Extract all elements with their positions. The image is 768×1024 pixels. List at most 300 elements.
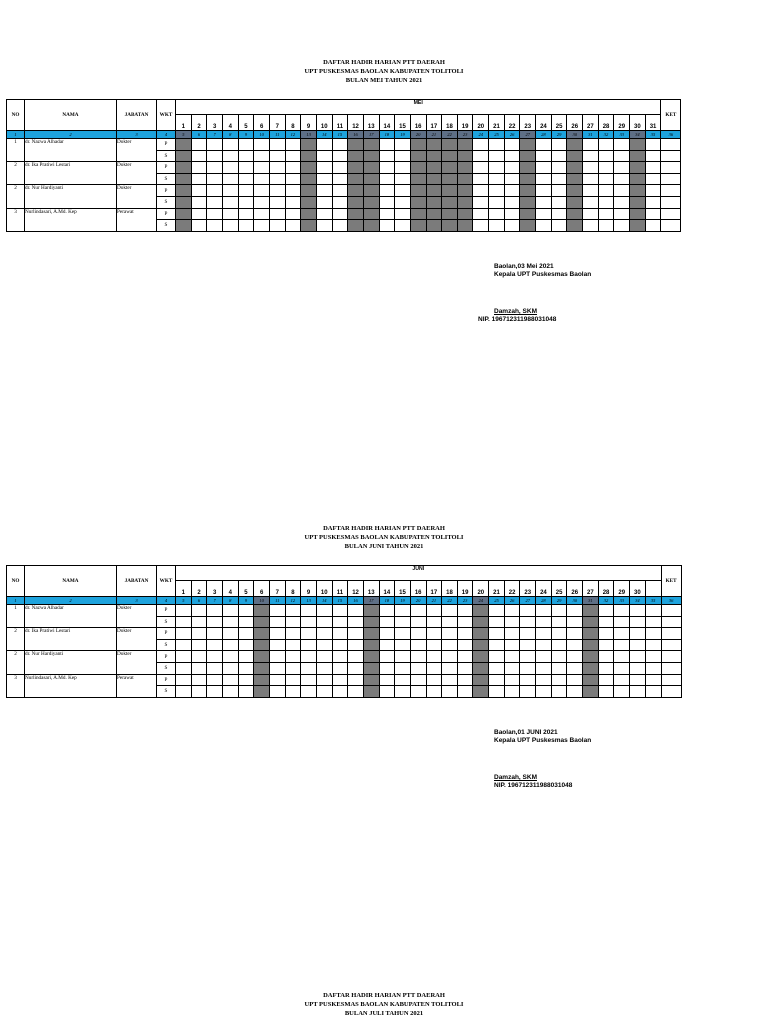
attendance-cell[interactable] [191, 628, 207, 640]
attendance-cell[interactable] [363, 173, 379, 185]
attendance-cell[interactable] [316, 639, 332, 651]
attendance-cell[interactable] [630, 150, 646, 162]
attendance-cell[interactable] [426, 162, 442, 174]
attendance-cell[interactable] [363, 162, 379, 174]
attendance-cell[interactable] [473, 173, 489, 185]
attendance-cell[interactable] [598, 220, 614, 232]
attendance-cell[interactable] [614, 208, 630, 220]
attendance-cell[interactable] [379, 674, 395, 686]
attendance-cell[interactable] [583, 686, 599, 698]
attendance-cell[interactable] [332, 150, 348, 162]
attendance-cell[interactable] [238, 185, 254, 197]
attendance-cell[interactable] [379, 220, 395, 232]
attendance-cell[interactable] [645, 162, 661, 174]
attendance-cell[interactable] [269, 185, 285, 197]
attendance-cell[interactable] [222, 150, 238, 162]
attendance-cell[interactable] [520, 639, 536, 651]
attendance-cell[interactable] [254, 605, 270, 617]
attendance-cell[interactable] [285, 196, 301, 208]
attendance-cell[interactable] [207, 628, 223, 640]
attendance-cell[interactable] [457, 674, 473, 686]
attendance-cell[interactable] [567, 662, 583, 674]
attendance-cell[interactable] [630, 686, 646, 698]
attendance-cell[interactable] [363, 639, 379, 651]
attendance-cell[interactable] [410, 674, 426, 686]
attendance-cell[interactable] [222, 208, 238, 220]
attendance-cell[interactable] [614, 674, 630, 686]
attendance-cell[interactable] [395, 605, 411, 617]
attendance-cell[interactable] [457, 173, 473, 185]
attendance-cell[interactable] [520, 662, 536, 674]
attendance-cell[interactable] [207, 605, 223, 617]
attendance-cell[interactable] [285, 220, 301, 232]
attendance-cell[interactable] [614, 196, 630, 208]
attendance-cell[interactable] [536, 628, 552, 640]
attendance-cell[interactable] [567, 220, 583, 232]
attendance-cell[interactable] [426, 616, 442, 628]
attendance-cell[interactable] [442, 605, 458, 617]
attendance-cell[interactable] [598, 651, 614, 663]
attendance-cell[interactable] [285, 674, 301, 686]
attendance-cell[interactable] [207, 220, 223, 232]
attendance-cell[interactable] [645, 185, 661, 197]
attendance-cell[interactable] [176, 616, 192, 628]
attendance-cell[interactable] [207, 139, 223, 151]
attendance-cell[interactable] [473, 674, 489, 686]
attendance-cell[interactable] [238, 639, 254, 651]
ket-cell[interactable] [661, 651, 681, 663]
attendance-cell[interactable] [457, 616, 473, 628]
attendance-cell[interactable] [269, 651, 285, 663]
attendance-cell[interactable] [504, 662, 520, 674]
attendance-cell[interactable] [238, 208, 254, 220]
attendance-cell[interactable] [457, 208, 473, 220]
attendance-cell[interactable] [520, 162, 536, 174]
attendance-cell[interactable] [489, 651, 505, 663]
attendance-cell[interactable] [504, 605, 520, 617]
attendance-cell[interactable] [379, 185, 395, 197]
attendance-cell[interactable] [583, 208, 599, 220]
attendance-cell[interactable] [489, 628, 505, 640]
attendance-cell[interactable] [567, 150, 583, 162]
attendance-cell[interactable] [614, 185, 630, 197]
attendance-cell[interactable] [457, 686, 473, 698]
attendance-cell[interactable] [489, 208, 505, 220]
attendance-cell[interactable] [176, 651, 192, 663]
attendance-cell[interactable] [645, 651, 661, 663]
attendance-cell[interactable] [583, 220, 599, 232]
attendance-cell[interactable] [222, 686, 238, 698]
attendance-cell[interactable] [536, 686, 552, 698]
attendance-cell[interactable] [379, 605, 395, 617]
attendance-cell[interactable] [598, 208, 614, 220]
attendance-cell[interactable] [222, 616, 238, 628]
attendance-cell[interactable] [630, 628, 646, 640]
attendance-cell[interactable] [551, 662, 567, 674]
attendance-cell[interactable] [473, 628, 489, 640]
attendance-cell[interactable] [285, 150, 301, 162]
attendance-cell[interactable] [504, 651, 520, 663]
attendance-cell[interactable] [332, 651, 348, 663]
attendance-cell[interactable] [457, 196, 473, 208]
attendance-cell[interactable] [395, 651, 411, 663]
attendance-cell[interactable] [301, 150, 317, 162]
attendance-cell[interactable] [645, 173, 661, 185]
attendance-cell[interactable] [348, 628, 364, 640]
attendance-cell[interactable] [176, 173, 192, 185]
attendance-cell[interactable] [191, 662, 207, 674]
attendance-cell[interactable] [645, 220, 661, 232]
ket-cell[interactable] [661, 686, 681, 698]
attendance-cell[interactable] [457, 628, 473, 640]
attendance-cell[interactable] [426, 628, 442, 640]
attendance-cell[interactable] [473, 616, 489, 628]
attendance-cell[interactable] [520, 139, 536, 151]
ket-cell[interactable] [661, 662, 681, 674]
attendance-cell[interactable] [598, 173, 614, 185]
attendance-cell[interactable] [363, 185, 379, 197]
attendance-cell[interactable] [379, 628, 395, 640]
attendance-cell[interactable] [238, 139, 254, 151]
attendance-cell[interactable] [207, 208, 223, 220]
attendance-cell[interactable] [489, 173, 505, 185]
attendance-cell[interactable] [379, 651, 395, 663]
attendance-cell[interactable] [489, 662, 505, 674]
ket-cell[interactable] [661, 220, 681, 232]
attendance-cell[interactable] [645, 139, 661, 151]
attendance-cell[interactable] [207, 162, 223, 174]
attendance-cell[interactable] [520, 173, 536, 185]
ket-cell[interactable] [661, 674, 681, 686]
attendance-cell[interactable] [614, 605, 630, 617]
attendance-cell[interactable] [379, 173, 395, 185]
attendance-cell[interactable] [363, 616, 379, 628]
attendance-cell[interactable] [176, 162, 192, 174]
attendance-cell[interactable] [269, 639, 285, 651]
attendance-cell[interactable] [426, 662, 442, 674]
attendance-cell[interactable] [269, 605, 285, 617]
attendance-cell[interactable] [551, 196, 567, 208]
attendance-cell[interactable] [489, 150, 505, 162]
attendance-cell[interactable] [457, 639, 473, 651]
attendance-cell[interactable] [269, 628, 285, 640]
attendance-cell[interactable] [363, 139, 379, 151]
attendance-cell[interactable] [348, 686, 364, 698]
attendance-cell[interactable] [567, 628, 583, 640]
attendance-cell[interactable] [269, 139, 285, 151]
attendance-cell[interactable] [254, 196, 270, 208]
attendance-cell[interactable] [348, 150, 364, 162]
attendance-cell[interactable] [176, 208, 192, 220]
attendance-cell[interactable] [614, 173, 630, 185]
attendance-cell[interactable] [332, 208, 348, 220]
attendance-cell[interactable] [316, 651, 332, 663]
attendance-cell[interactable] [473, 196, 489, 208]
attendance-cell[interactable] [598, 139, 614, 151]
attendance-cell[interactable] [410, 196, 426, 208]
ket-cell[interactable] [661, 639, 681, 651]
attendance-cell[interactable] [207, 662, 223, 674]
attendance-cell[interactable] [301, 208, 317, 220]
attendance-cell[interactable] [630, 208, 646, 220]
attendance-cell[interactable] [379, 139, 395, 151]
attendance-cell[interactable] [222, 651, 238, 663]
attendance-cell[interactable] [520, 674, 536, 686]
attendance-cell[interactable] [269, 220, 285, 232]
attendance-cell[interactable] [504, 185, 520, 197]
attendance-cell[interactable] [536, 208, 552, 220]
attendance-cell[interactable] [348, 162, 364, 174]
attendance-cell[interactable] [363, 605, 379, 617]
attendance-cell[interactable] [536, 616, 552, 628]
attendance-cell[interactable] [630, 639, 646, 651]
attendance-cell[interactable] [316, 674, 332, 686]
attendance-cell[interactable] [536, 162, 552, 174]
attendance-cell[interactable] [191, 639, 207, 651]
attendance-cell[interactable] [254, 208, 270, 220]
attendance-cell[interactable] [395, 628, 411, 640]
attendance-cell[interactable] [598, 605, 614, 617]
attendance-cell[interactable] [332, 139, 348, 151]
attendance-cell[interactable] [285, 686, 301, 698]
attendance-cell[interactable] [254, 173, 270, 185]
attendance-cell[interactable] [176, 139, 192, 151]
attendance-cell[interactable] [410, 162, 426, 174]
attendance-cell[interactable] [473, 651, 489, 663]
attendance-cell[interactable] [598, 674, 614, 686]
attendance-cell[interactable] [301, 173, 317, 185]
attendance-cell[interactable] [222, 196, 238, 208]
attendance-cell[interactable] [301, 651, 317, 663]
attendance-cell[interactable] [614, 220, 630, 232]
ket-cell[interactable] [661, 208, 681, 220]
attendance-cell[interactable] [645, 208, 661, 220]
attendance-cell[interactable] [583, 185, 599, 197]
attendance-cell[interactable] [442, 150, 458, 162]
attendance-cell[interactable] [238, 220, 254, 232]
attendance-cell[interactable] [332, 220, 348, 232]
attendance-cell[interactable] [301, 686, 317, 698]
attendance-cell[interactable] [316, 196, 332, 208]
attendance-cell[interactable] [473, 662, 489, 674]
attendance-cell[interactable] [598, 616, 614, 628]
attendance-cell[interactable] [520, 686, 536, 698]
attendance-cell[interactable] [504, 139, 520, 151]
attendance-cell[interactable] [332, 605, 348, 617]
attendance-cell[interactable] [426, 605, 442, 617]
attendance-cell[interactable] [238, 662, 254, 674]
attendance-cell[interactable] [395, 616, 411, 628]
attendance-cell[interactable] [426, 196, 442, 208]
attendance-cell[interactable] [520, 196, 536, 208]
attendance-cell[interactable] [645, 674, 661, 686]
attendance-cell[interactable] [645, 605, 661, 617]
attendance-cell[interactable] [332, 185, 348, 197]
attendance-cell[interactable] [176, 185, 192, 197]
attendance-cell[interactable] [410, 616, 426, 628]
attendance-cell[interactable] [489, 220, 505, 232]
attendance-cell[interactable] [332, 162, 348, 174]
attendance-cell[interactable] [348, 220, 364, 232]
attendance-cell[interactable] [254, 185, 270, 197]
attendance-cell[interactable] [504, 674, 520, 686]
attendance-cell[interactable] [583, 139, 599, 151]
attendance-cell[interactable] [207, 185, 223, 197]
attendance-cell[interactable] [191, 605, 207, 617]
attendance-cell[interactable] [504, 686, 520, 698]
attendance-cell[interactable] [551, 651, 567, 663]
ket-cell[interactable] [661, 162, 681, 174]
attendance-cell[interactable] [410, 208, 426, 220]
attendance-cell[interactable] [222, 662, 238, 674]
attendance-cell[interactable] [238, 605, 254, 617]
attendance-cell[interactable] [457, 662, 473, 674]
attendance-cell[interactable] [457, 651, 473, 663]
attendance-cell[interactable] [207, 150, 223, 162]
attendance-cell[interactable] [316, 616, 332, 628]
attendance-cell[interactable] [410, 651, 426, 663]
attendance-cell[interactable] [426, 185, 442, 197]
attendance-cell[interactable] [504, 173, 520, 185]
ket-cell[interactable] [661, 605, 681, 617]
attendance-cell[interactable] [395, 185, 411, 197]
attendance-cell[interactable] [238, 196, 254, 208]
attendance-cell[interactable] [379, 196, 395, 208]
attendance-cell[interactable] [598, 162, 614, 174]
attendance-cell[interactable] [379, 208, 395, 220]
attendance-cell[interactable] [551, 616, 567, 628]
attendance-cell[interactable] [504, 628, 520, 640]
attendance-cell[interactable] [222, 185, 238, 197]
attendance-cell[interactable] [285, 173, 301, 185]
attendance-cell[interactable] [301, 162, 317, 174]
attendance-cell[interactable] [191, 674, 207, 686]
attendance-cell[interactable] [191, 208, 207, 220]
attendance-cell[interactable] [489, 196, 505, 208]
attendance-cell[interactable] [473, 185, 489, 197]
attendance-cell[interactable] [630, 185, 646, 197]
attendance-cell[interactable] [395, 674, 411, 686]
attendance-cell[interactable] [301, 185, 317, 197]
attendance-cell[interactable] [536, 651, 552, 663]
attendance-cell[interactable] [504, 196, 520, 208]
attendance-cell[interactable] [395, 220, 411, 232]
attendance-cell[interactable] [410, 139, 426, 151]
attendance-cell[interactable] [614, 150, 630, 162]
attendance-cell[interactable] [191, 686, 207, 698]
attendance-cell[interactable] [176, 150, 192, 162]
attendance-cell[interactable] [332, 628, 348, 640]
attendance-cell[interactable] [567, 605, 583, 617]
attendance-cell[interactable] [254, 662, 270, 674]
attendance-cell[interactable] [520, 628, 536, 640]
attendance-cell[interactable] [426, 651, 442, 663]
attendance-cell[interactable] [332, 616, 348, 628]
attendance-cell[interactable] [520, 220, 536, 232]
attendance-cell[interactable] [316, 662, 332, 674]
attendance-cell[interactable] [285, 662, 301, 674]
attendance-cell[interactable] [536, 662, 552, 674]
attendance-cell[interactable] [442, 651, 458, 663]
ket-cell[interactable] [661, 628, 681, 640]
attendance-cell[interactable] [410, 639, 426, 651]
attendance-cell[interactable] [536, 605, 552, 617]
attendance-cell[interactable] [348, 605, 364, 617]
attendance-cell[interactable] [583, 628, 599, 640]
attendance-cell[interactable] [598, 150, 614, 162]
attendance-cell[interactable] [614, 139, 630, 151]
attendance-cell[interactable] [457, 162, 473, 174]
attendance-cell[interactable] [473, 686, 489, 698]
attendance-cell[interactable] [457, 150, 473, 162]
attendance-cell[interactable] [567, 185, 583, 197]
attendance-cell[interactable] [536, 196, 552, 208]
attendance-cell[interactable] [410, 220, 426, 232]
attendance-cell[interactable] [442, 139, 458, 151]
attendance-cell[interactable] [176, 686, 192, 698]
attendance-cell[interactable] [301, 662, 317, 674]
attendance-cell[interactable] [410, 662, 426, 674]
attendance-cell[interactable] [363, 662, 379, 674]
attendance-cell[interactable] [207, 686, 223, 698]
attendance-cell[interactable] [332, 686, 348, 698]
attendance-cell[interactable] [473, 150, 489, 162]
attendance-cell[interactable] [645, 662, 661, 674]
attendance-cell[interactable] [614, 639, 630, 651]
attendance-cell[interactable] [426, 686, 442, 698]
attendance-cell[interactable] [301, 628, 317, 640]
attendance-cell[interactable] [222, 628, 238, 640]
attendance-cell[interactable] [207, 639, 223, 651]
attendance-cell[interactable] [489, 185, 505, 197]
attendance-cell[interactable] [176, 662, 192, 674]
attendance-cell[interactable] [536, 220, 552, 232]
attendance-cell[interactable] [426, 220, 442, 232]
attendance-cell[interactable] [489, 616, 505, 628]
attendance-cell[interactable] [254, 686, 270, 698]
attendance-cell[interactable] [176, 628, 192, 640]
attendance-cell[interactable] [316, 220, 332, 232]
attendance-cell[interactable] [222, 605, 238, 617]
attendance-cell[interactable] [222, 639, 238, 651]
attendance-cell[interactable] [285, 651, 301, 663]
attendance-cell[interactable] [614, 616, 630, 628]
ket-cell[interactable] [661, 616, 681, 628]
attendance-cell[interactable] [348, 185, 364, 197]
attendance-cell[interactable] [551, 605, 567, 617]
attendance-cell[interactable] [207, 196, 223, 208]
attendance-cell[interactable] [395, 662, 411, 674]
attendance-cell[interactable] [269, 674, 285, 686]
attendance-cell[interactable] [222, 139, 238, 151]
attendance-cell[interactable] [442, 185, 458, 197]
attendance-cell[interactable] [301, 605, 317, 617]
attendance-cell[interactable] [645, 616, 661, 628]
attendance-cell[interactable] [473, 139, 489, 151]
attendance-cell[interactable] [442, 674, 458, 686]
attendance-cell[interactable] [473, 162, 489, 174]
attendance-cell[interactable] [598, 196, 614, 208]
attendance-cell[interactable] [254, 162, 270, 174]
attendance-cell[interactable] [410, 185, 426, 197]
attendance-cell[interactable] [269, 196, 285, 208]
attendance-cell[interactable] [285, 185, 301, 197]
attendance-cell[interactable] [395, 686, 411, 698]
attendance-cell[interactable] [551, 220, 567, 232]
attendance-cell[interactable] [348, 639, 364, 651]
attendance-cell[interactable] [238, 674, 254, 686]
attendance-cell[interactable] [363, 220, 379, 232]
